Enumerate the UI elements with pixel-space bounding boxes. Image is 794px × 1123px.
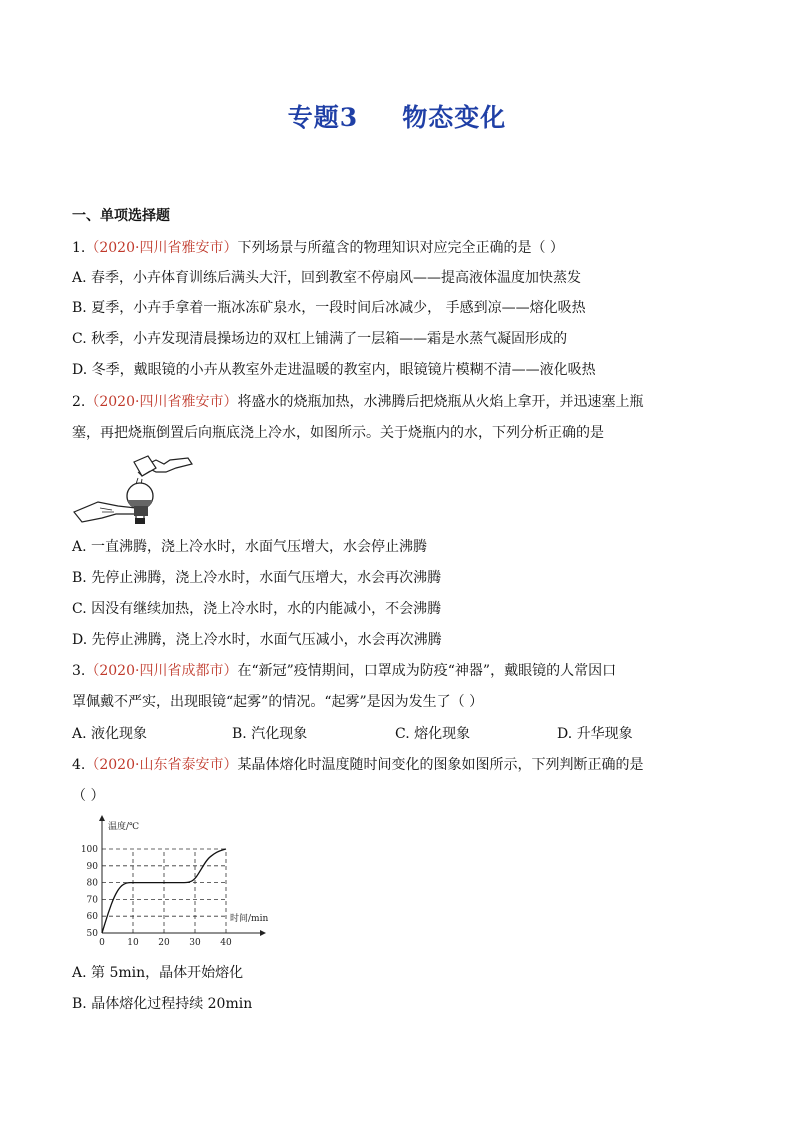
title-number: 专题3: [287, 103, 359, 132]
page-title: [0, 98, 794, 134]
q3-option-a: A. 液化现象: [72, 726, 148, 742]
title-text: 物态变化: [402, 103, 507, 132]
q2-option-d: D. 先停止沸腾，浇上冷水时，水面气压减小，水会再次沸腾: [72, 632, 442, 648]
q1-option-b: B. 夏季，小卉手拿着一瓶冰冻矿泉水，一段时间后冰减少， 手感到凉——熔化吸热: [72, 300, 586, 316]
question-4-stem-line2: （ ）: [72, 788, 105, 804]
q2-option-a: A. 一直沸腾，浇上冷水时，水面气压增大，水会停止沸腾: [72, 539, 428, 555]
q3-option-b: B. 汽化现象: [232, 726, 308, 742]
question-1-stem: [72, 238, 564, 258]
x-axis-label: 时间/min: [230, 914, 269, 924]
flask-stopper: [135, 518, 145, 524]
q1-option-a: A. 春季，小卉体育训练后满头大汗，回到教室不停扇风——提高液体温度加快蒸发: [72, 270, 582, 286]
y-axis-arrow: [99, 815, 105, 821]
q4-option-a: A. 第 5min，晶体开始熔化: [72, 965, 244, 981]
question-source: （2020·四川省成都市）: [85, 663, 238, 679]
y-axis-label: 温度/℃: [108, 822, 140, 832]
q4-option-b: B. 晶体熔化过程持续 20min: [72, 996, 253, 1012]
question-text: 某晶体熔化时温度随时间变化的图象如图所示，下列判断正确的是: [237, 757, 644, 773]
question-text: 下列场景与所蕴含的物理知识对应完全正确的是（ ）: [237, 240, 564, 256]
question-number: 2.: [72, 394, 86, 410]
y-tick-label: 90: [86, 861, 98, 872]
flask-illustration: [72, 452, 196, 528]
question-3-stem-line1: [72, 661, 616, 681]
beaker-shape: [134, 456, 156, 476]
x-tick-label: 10: [127, 938, 139, 948]
question-text: 在“新冠”疫情期间，口罩成为防疫“神器”，戴眼镜的人常因口: [237, 663, 617, 679]
question-number: 4.: [72, 757, 86, 773]
question-2-stem-line2: 塞，再把烧瓶倒置后向瓶底浇上冷水，如图所示。关于烧瓶内的水，下列分析正确的是: [72, 425, 604, 441]
question-source: （2020·四川省雅安市）: [85, 394, 238, 410]
question-source: （2020·四川省雅安市）: [85, 240, 238, 256]
x-tick-label: 0: [99, 938, 105, 948]
x-tick-label: 40: [220, 938, 232, 948]
question-4-stem-line1: [72, 755, 643, 775]
x-tick-label: 30: [189, 938, 201, 948]
y-tick-label: 80: [86, 878, 98, 889]
x-tick-label: 20: [158, 938, 170, 948]
q1-option-c: C. 秋季，小卉发现清晨操场边的双杠上铺满了一层箱——霜是水蒸气凝固形成的: [72, 331, 568, 347]
y-tick-label: 100: [80, 845, 98, 855]
x-axis-arrow: [260, 930, 266, 936]
y-tick-label: 70: [86, 895, 98, 906]
q1-option-d: D. 冬季，戴眼镜的小卉从教室外走进温暖的教室内，眼镜镜片模糊不清——液化吸热: [72, 362, 596, 378]
question-3-stem-line2: 罩佩戴不严实，出现眼镜“起雾”的情况。“起雾”是因为发生了（ ）: [72, 694, 484, 710]
y-tick-label: 60: [86, 912, 98, 923]
clamp: [134, 506, 148, 516]
question-number: 1.: [72, 240, 86, 256]
q3-option-c: C. 熔化现象: [395, 726, 471, 742]
question-2-stem-line1: [72, 392, 643, 412]
temperature-time-chart: [76, 815, 276, 955]
question-text: 将盛水的烧瓶加热，水沸腾后把烧瓶从火焰上拿开，并迅速塞上瓶: [237, 394, 644, 410]
q2-option-b: B. 先停止沸腾，浇上冷水时，水面气压增大，水会再次沸腾: [72, 570, 442, 586]
q2-option-c: C. 因没有继续加热，浇上冷水时，水的内能减小，不会沸腾: [72, 601, 442, 617]
y-tick-label: 50: [86, 929, 98, 939]
section-heading: 一、单项选择题: [72, 208, 170, 224]
q3-option-d: D. 升华现象: [557, 726, 633, 742]
question-source: （2020·山东省泰安市）: [85, 757, 238, 773]
question-number: 3.: [72, 663, 86, 679]
